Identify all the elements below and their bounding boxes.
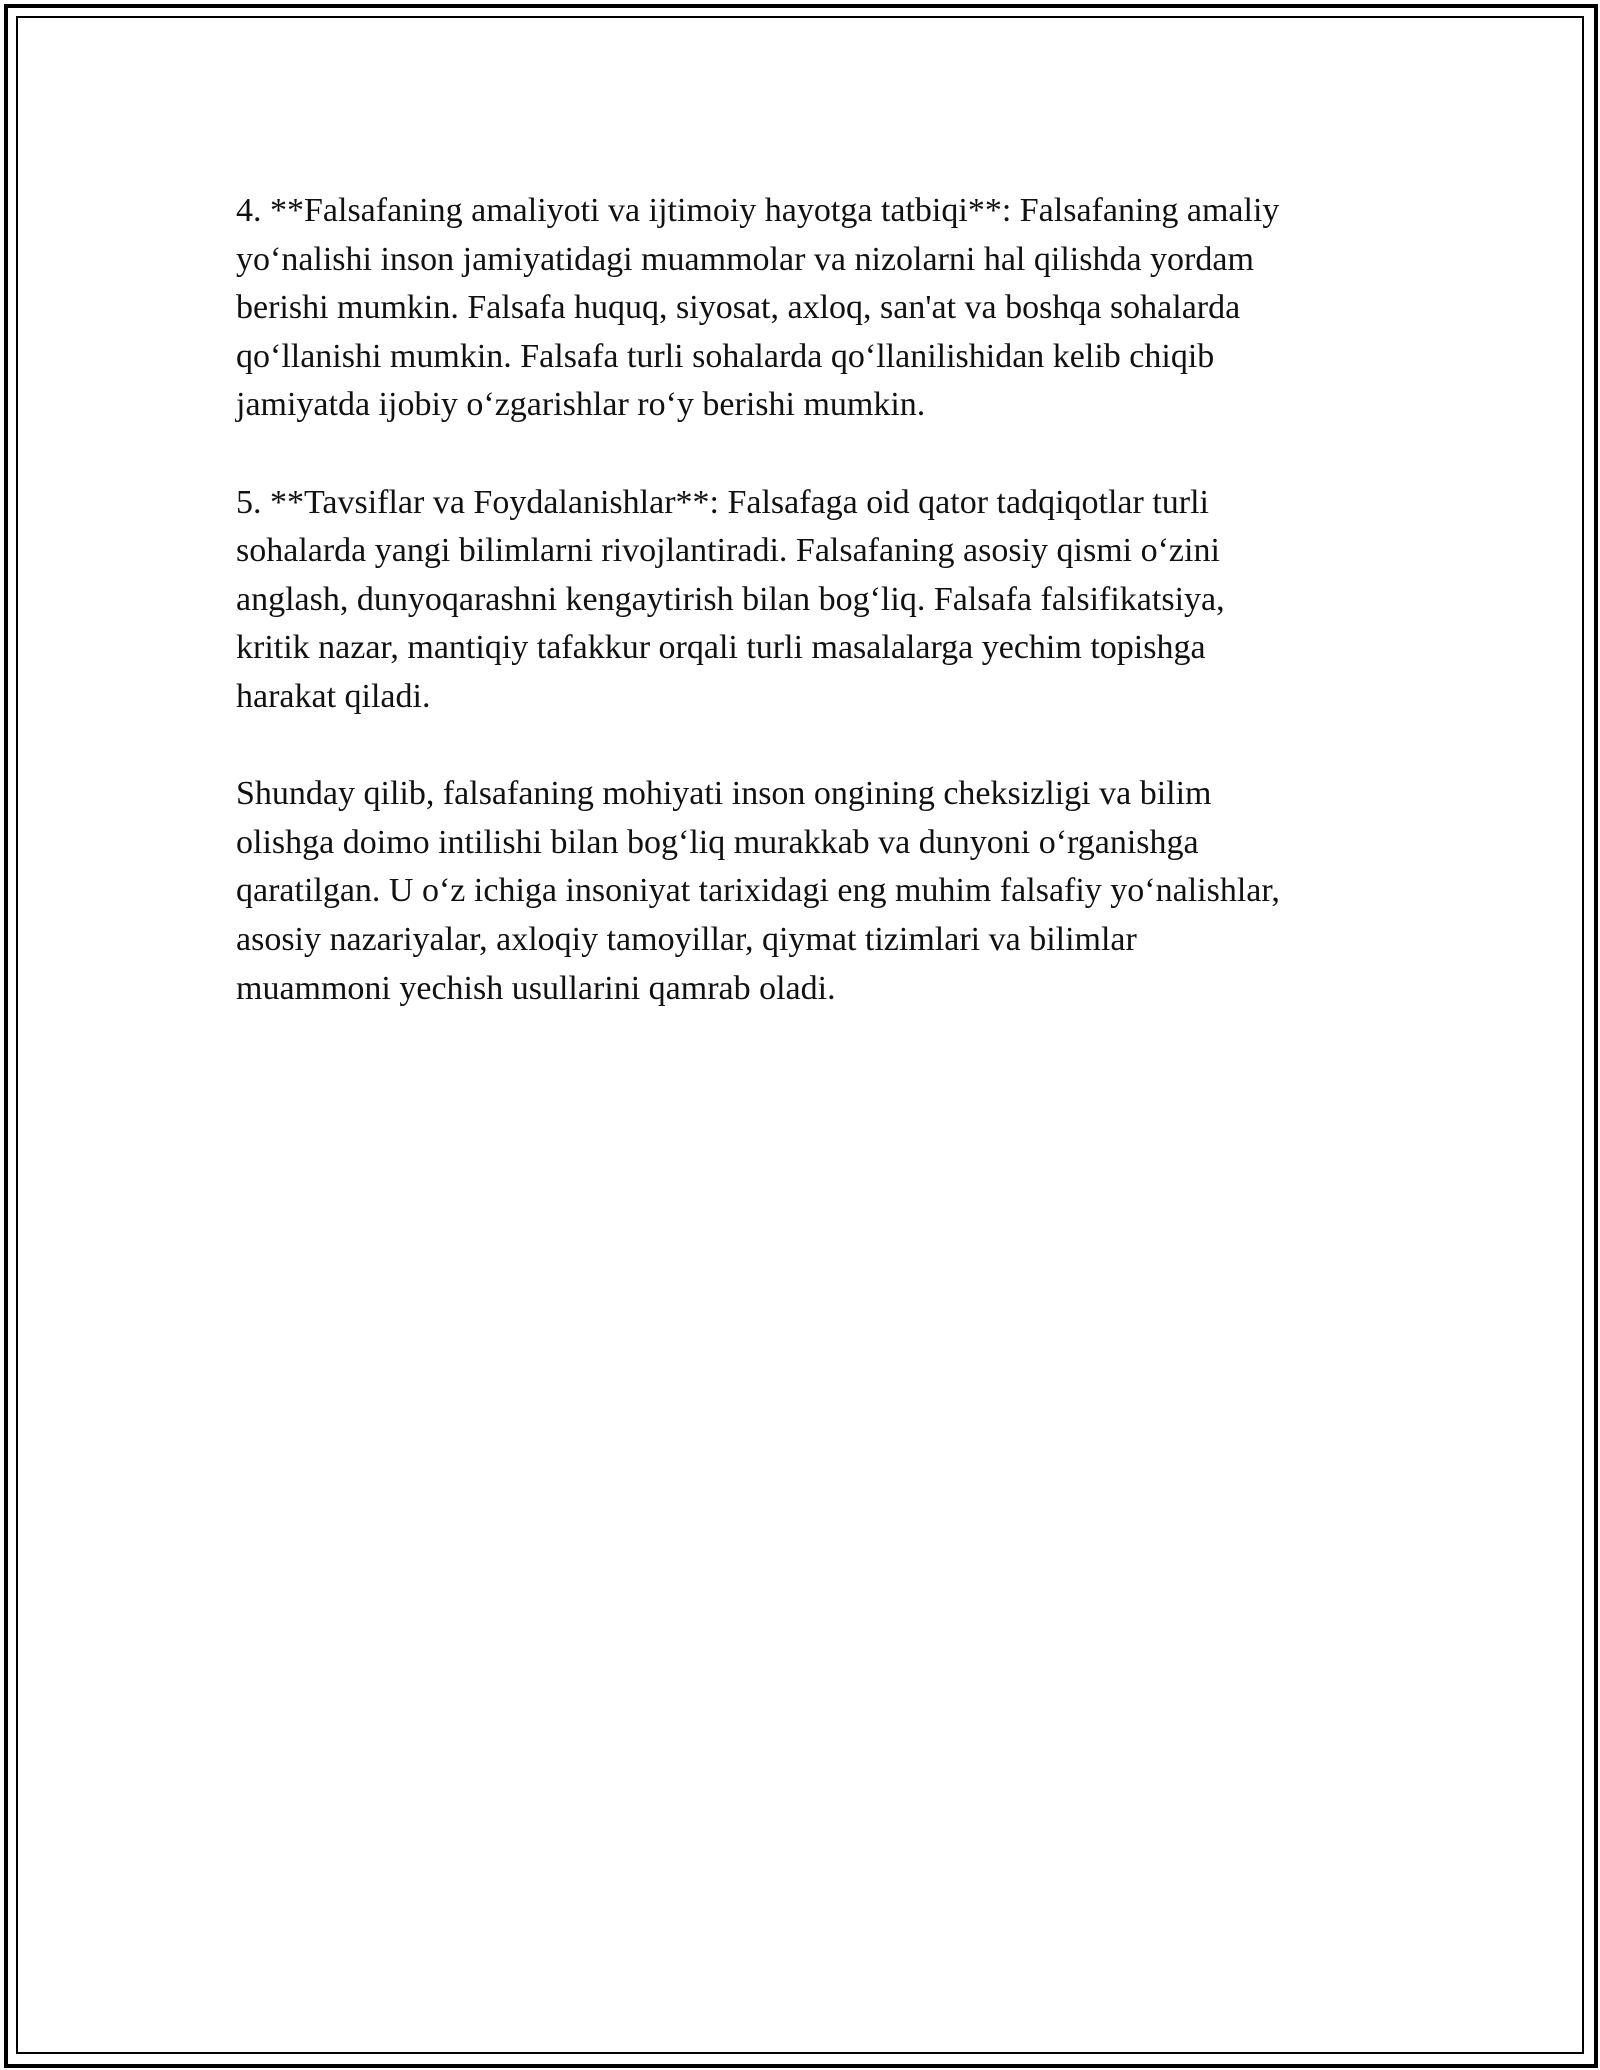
paragraph-5-descriptions-uses: 5. **Tavsiflar va Foydalanishlar**: Falsafaga oid qator tadqiqotlar turli sohalarda yangi bilimlarni rivojlantiradi. Falsafaning asosiy qismi o‘zini anglash, dunyoqarashni kengaytirish bilan bog‘liq. Falsafa falsifikatsiya, kritik nazar, mantiqiy tafakkur orqali turli masalalarga yechim topishga harakat qiladi.	[236, 483, 1225, 715]
paragraph-4-practical-application: 4. **Falsafaning amaliyoti va ijtimoiy hayotga tatbiqi**: Falsafaning amaliy yo‘nalishi inson jamiyatidagi muammolar va nizolarni hal qilishda yordam berishi mumkin. Falsafa huquq, siyosat, axloq, san'at va boshqa sohalarda qo‘llanishi mumkin. Falsafa turli sohalarda qo‘llanilishidan kelib chiqib jamiyatda ijobiy o‘zgarishlar ro‘y berishi mumkin.	[236, 192, 1280, 424]
paragraph-conclusion: Shunday qilib, falsafaning mohiyati inson ongining cheksizligi va bilim olishga doimo intilishi bilan bog‘liq murakkab va dunyoni o‘rganishga qaratilgan. U o‘z ichiga insoniyat tarixidagi eng muhim falsafiy yo‘nalishlar, asosiy nazariyalar, axloqiy tamoyillar, qiymat tizimlari va bilimlar muammoni yechish usullarini qamrab oladi.	[236, 775, 1280, 1007]
document-body	[236, 187, 1386, 1062]
